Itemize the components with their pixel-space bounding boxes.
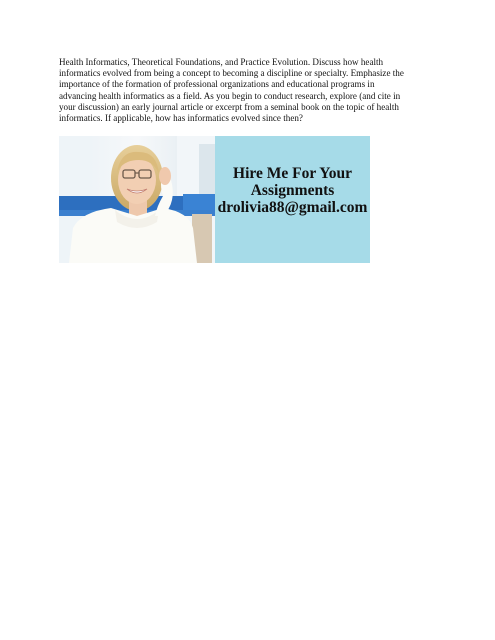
advertisement-banner: [59, 136, 370, 263]
prompt-line: your discussion) an early journal article or excerpt from a seminal book on the topic of health: [59, 101, 399, 112]
prompt-line: informatics evolved from being a concept to becoming a discipline or specialty. Emphasize the: [59, 68, 404, 79]
ad-text-panel: [215, 136, 370, 263]
ad-subheadline: Assignments: [250, 182, 335, 199]
prompt-line: importance of the formation of professional organizations and educational programs in: [59, 79, 375, 90]
prompt-line: advancing health informatics as a field. As you begin to conduct research, explore (and cite in: [59, 90, 401, 101]
woman-photo: [59, 136, 215, 263]
ad-headline: Hire Me For Your: [233, 165, 352, 182]
ad-email: drolivia88@gmail.com: [217, 199, 368, 216]
prompt-line: Health Informatics, Theoretical Foundations, and Practice Evolution. Discuss how health: [59, 57, 384, 67]
assignment-prompt: [59, 57, 439, 124]
prompt-line: informatics. If applicable, how has informatics evolved since then?: [59, 113, 303, 124]
